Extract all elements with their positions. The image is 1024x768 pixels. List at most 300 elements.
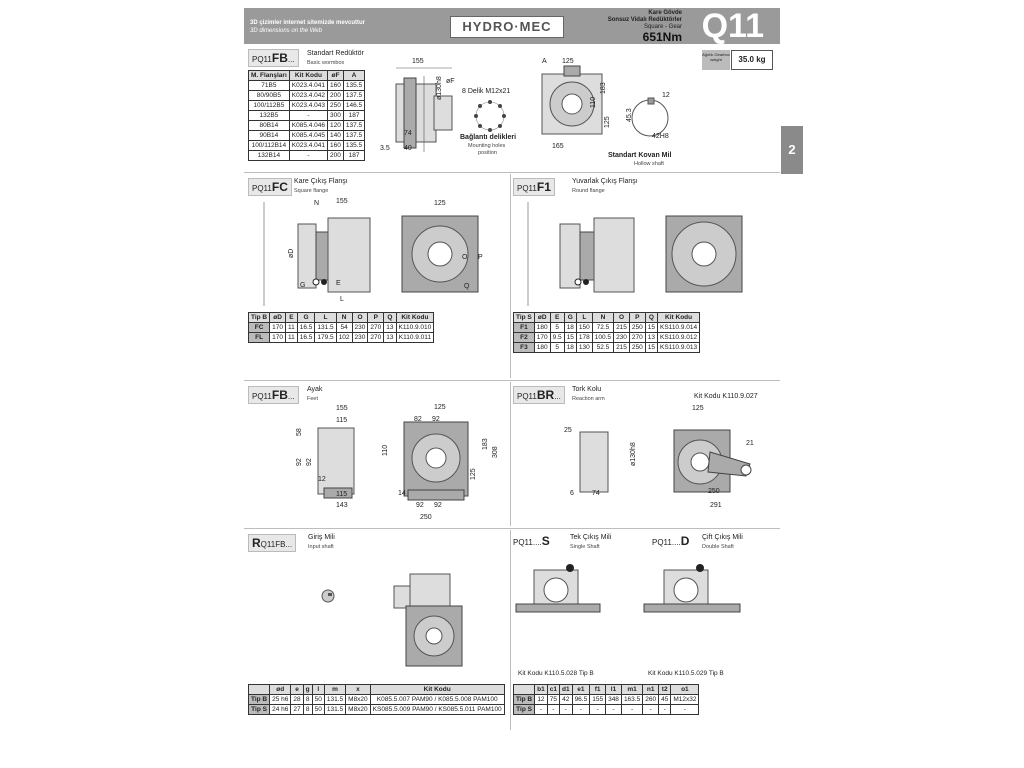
table-cell: 150 [576, 323, 592, 333]
table-cell: 42 [559, 695, 572, 705]
table-cell: K085.4.046 [289, 121, 327, 131]
table-header: G [297, 313, 315, 323]
table-cell: K085.4.045 [289, 131, 327, 141]
feet-dim-12: 12 [318, 476, 326, 483]
table-row [249, 695, 505, 705]
table-cell: 146.5 [343, 101, 364, 111]
table-cell: 170 [270, 333, 286, 343]
table-header: t2 [659, 685, 671, 695]
table-cell: 187 [343, 151, 364, 161]
r-title-tr: Giriş Mili [308, 534, 335, 541]
table-cell: - [559, 705, 572, 715]
table-cell: 25 h6 [270, 695, 291, 705]
br-drawings [570, 412, 770, 516]
table-cell: F1 [514, 323, 535, 333]
r-code-badge: RQ11FB... [248, 534, 296, 552]
divider-v-3 [510, 530, 511, 730]
table-cell: 180 [534, 343, 550, 353]
table-cell: - [606, 705, 622, 715]
table-header: øD [534, 313, 550, 323]
table-header: Tip S [514, 313, 535, 323]
fb-dim-74: 74 [404, 130, 412, 137]
table-cell: 18 [564, 343, 576, 353]
fc-dim-E: E [336, 280, 341, 287]
table-cell: 135.5 [343, 141, 364, 151]
table-cell: M12x32 [671, 695, 699, 705]
table-cell: 8 [303, 705, 312, 715]
table-cell: 75 [547, 695, 559, 705]
web-note-en: 3D dimensions on the Web [250, 28, 322, 34]
table-cell: 15 [645, 323, 657, 333]
table-header: g [303, 685, 312, 695]
feet-title-en: Feet [307, 396, 319, 402]
table-row [249, 91, 365, 101]
table-cell: K023.4.043 [289, 101, 327, 111]
table-cell: 155 [590, 695, 606, 705]
fb-flange-table [248, 70, 365, 161]
table-header [249, 685, 270, 695]
table-cell: F3 [514, 343, 535, 353]
table-cell: 187 [343, 111, 364, 121]
table-header: Kit Kodu [396, 313, 434, 323]
table-cell: 72.5 [592, 323, 613, 333]
br-dim-291: 291 [710, 502, 722, 509]
header-bar [244, 8, 780, 44]
fb-dim-155: 155 [412, 58, 424, 65]
feet-dim-92d: 92 [416, 502, 424, 509]
table-cell: - [643, 705, 659, 715]
mount-title-tr: Bağlantı delikleri [460, 134, 517, 141]
s-code: PQ11....S [513, 534, 550, 548]
section-f1-title [513, 178, 555, 196]
table-cell: 100.5 [592, 333, 613, 343]
table-cell: 27 [291, 705, 303, 715]
table-cell: 102 [336, 333, 352, 343]
table-cell: 270 [629, 333, 645, 343]
section-feet-title [248, 386, 299, 404]
fc-table [248, 312, 434, 343]
feet-dim-308: 308 [492, 446, 499, 458]
table-cell: - [535, 705, 548, 715]
feet-dim-115b: 115 [336, 491, 348, 498]
table-header [514, 685, 535, 695]
fc-dim-G: G [300, 282, 306, 289]
table-header: d1 [559, 685, 572, 695]
table-cell: - [621, 705, 642, 715]
table-header: o1 [671, 685, 699, 695]
table-header: b1 [535, 685, 548, 695]
fc-drawings [262, 196, 510, 310]
table-cell: 300 [328, 111, 344, 121]
table-cell: 163.5 [621, 695, 642, 705]
table-header: G [564, 313, 576, 323]
table-cell: 137.5 [343, 131, 364, 141]
fc-dim-L: L [340, 296, 344, 303]
table-cell: - [659, 705, 671, 715]
table-cell: 200 [328, 151, 344, 161]
divider-1 [244, 172, 780, 173]
table-cell: - [671, 705, 699, 715]
s-kit: Kit Kodu K110.5.028 Tip B [518, 670, 594, 677]
table-row [514, 343, 700, 353]
table-cell: 11 [286, 333, 298, 343]
table-cell: 5 [550, 323, 564, 333]
table-cell: 50 [312, 695, 324, 705]
br-dim-74: 74 [592, 490, 600, 497]
table-cell: 131.5 [324, 705, 345, 715]
table-cell: Tip S [514, 705, 535, 715]
table-header: l1 [606, 685, 622, 695]
table-cell: 13 [384, 333, 396, 343]
divider-v-2 [510, 382, 511, 526]
fb-dim-F: øF [446, 78, 455, 85]
table-header: øD [270, 313, 286, 323]
table-cell: KS110.9.013 [658, 343, 700, 353]
table-header: L [315, 313, 336, 323]
table-cell: 170 [534, 333, 550, 343]
feet-dim-110: 110 [382, 444, 389, 456]
table-cell: 160 [328, 141, 344, 151]
section-r-title [248, 534, 296, 552]
divider-3 [244, 528, 780, 529]
table-cell: 250 [629, 343, 645, 353]
table-cell: 270 [368, 323, 384, 333]
table-row [249, 131, 365, 141]
table-row [514, 333, 700, 343]
table-cell: 12 [535, 695, 548, 705]
table-cell: 179.5 [315, 333, 336, 343]
table-row [249, 323, 434, 333]
fc-dim-D: øD [288, 248, 295, 258]
table-cell: 52.5 [592, 343, 613, 353]
table-cell: 132B5 [249, 111, 290, 121]
mount-title: 8 Delik M12x21 [462, 88, 511, 95]
feet-dim-92c: 92 [432, 416, 440, 423]
table-cell: 200 [328, 91, 344, 101]
section-d-title [652, 534, 689, 548]
table-header: Kit Kodu [370, 685, 504, 695]
table-cell: 180 [534, 323, 550, 333]
table-header: Q [384, 313, 396, 323]
table-cell: 15 [645, 343, 657, 353]
table-cell: 80/90B5 [249, 91, 290, 101]
hs-dim-42: 42H8 [652, 133, 669, 140]
table-cell: 100/112B5 [249, 101, 290, 111]
brand-logo: HYDRO·MEC [450, 16, 564, 38]
table-header: L [576, 313, 592, 323]
feet-dim-92b: 92 [306, 458, 313, 466]
table-cell: 50 [312, 705, 324, 715]
table-cell: 28 [291, 695, 303, 705]
table-header: N [336, 313, 352, 323]
r-table [248, 684, 505, 715]
table-row [249, 141, 365, 151]
table-row [514, 705, 699, 715]
section-fc-title [248, 178, 292, 196]
table-header: P [368, 313, 384, 323]
table-cell: 215 [614, 323, 630, 333]
f1-code-badge: PQ11F1 [513, 178, 555, 196]
fb-dim-110: 110 [590, 96, 597, 108]
table-cell: KS085.5.009 PAM90 / KS085.5.011 PAM100 [370, 705, 504, 715]
feet-dim-92a: 92 [296, 458, 303, 466]
f1-drawings [526, 196, 776, 310]
f1-title-en: Round flange [572, 188, 605, 194]
table-row [249, 705, 505, 715]
table-header: Tip B [249, 313, 270, 323]
fb-dim-125: 125 [562, 58, 574, 65]
table-cell: 230 [614, 333, 630, 343]
table-cell: 13 [645, 333, 657, 343]
br-dim-6: 6 [570, 490, 574, 497]
table-header: N [592, 313, 613, 323]
feet-dim-82: 82 [414, 416, 422, 423]
f1-title-tr: Yuvarlak Çıkış Flanşı [572, 178, 638, 185]
fc-dim-Q: Q [464, 283, 470, 290]
table-cell: 45 [659, 695, 671, 705]
section-s-title [513, 534, 550, 548]
br-dim-25: 25 [564, 427, 572, 434]
fc-dim-N: N [314, 200, 320, 207]
br-title-tr: Tork Kolu [572, 386, 602, 393]
table-cell: 80B14 [249, 121, 290, 131]
feet-dim-155: 155 [336, 405, 348, 412]
table-cell: K023.4.041 [289, 81, 327, 91]
table-row [514, 323, 700, 333]
feet-dim-115: 115 [336, 417, 348, 424]
table-header: O [614, 313, 630, 323]
d-code: PQ11....D [652, 534, 690, 548]
fc-dim-O: O [462, 254, 468, 261]
r-title-en: Input shaft [308, 544, 334, 550]
fc-dim-155: 155 [336, 198, 348, 205]
table-cell: K110.9.010 [396, 323, 434, 333]
table-cell: Tip S [249, 705, 270, 715]
table-cell: 270 [368, 333, 384, 343]
table-cell: 13 [384, 323, 396, 333]
fb-dim-130: ø130h8 [436, 76, 443, 100]
table-header: l [312, 685, 324, 695]
table-cell: 135.5 [343, 81, 364, 91]
d-kit: Kit Kodu K110.5.029 Tip B [648, 670, 724, 677]
fb-dim-3.5: 3.5 [380, 145, 390, 152]
table-cell: 178 [576, 333, 592, 343]
fc-title-tr: Kare Çıkış Flanşı [294, 178, 348, 185]
r-drawings [310, 560, 510, 678]
feet-dim-183: 183 [482, 438, 489, 450]
table-header: c1 [547, 685, 559, 695]
table-cell: 24 h6 [270, 705, 291, 715]
table-cell: KS110.9.012 [658, 333, 700, 343]
hollow-title-tr: Standart Kovan Mil [608, 152, 672, 159]
fc-dim-P: P [478, 254, 483, 261]
table-row [249, 121, 365, 131]
hs-dim-12: 12 [662, 92, 670, 99]
table-header: e1 [572, 685, 590, 695]
table-header: O [352, 313, 368, 323]
d-title-en: Double Shaft [702, 544, 734, 550]
fb-front-drawing [528, 62, 618, 158]
page-tab[interactable]: 2 [781, 126, 803, 174]
feet-dim-143: 143 [336, 502, 348, 509]
table-cell: FL [249, 333, 270, 343]
fb-title-tr: Standart Redüktör [307, 50, 364, 57]
fb-dim-A: A [542, 58, 547, 65]
table-header: A [343, 71, 364, 81]
s-title-en: Single Shaft [570, 544, 600, 550]
table-cell: 11 [286, 323, 298, 333]
table-header: f1 [590, 685, 606, 695]
weight-value: 35.0 kg [731, 50, 773, 70]
hs-dim-45.3: 45.3 [626, 108, 633, 122]
table-cell: K085.5.007 PAM90 / K085.5.008 PAM100 [370, 695, 504, 705]
table-header: E [550, 313, 564, 323]
hollow-title-en: Hollow shaft [634, 161, 664, 167]
table-cell: 5 [550, 343, 564, 353]
table-header: ød [270, 685, 291, 695]
table-cell: 131.5 [315, 323, 336, 333]
table-cell: 230 [352, 333, 368, 343]
table-cell: 54 [336, 323, 352, 333]
feet-dim-125b: 125 [470, 468, 477, 480]
table-cell: K110.9.011 [396, 333, 434, 343]
table-cell: 120 [328, 121, 344, 131]
br-kit: Kit Kodu K110.9.027 [694, 393, 758, 400]
table-cell: 130 [576, 343, 592, 353]
table-header: x [346, 685, 371, 695]
table-cell: 71B5 [249, 81, 290, 91]
weight-label: Ağırlık Gearbox weight [702, 50, 730, 70]
br-code-badge: PQ11BR... [513, 386, 565, 404]
sd-drawings [514, 560, 778, 656]
fb-dim-125b: 125 [604, 116, 611, 128]
table-header: n1 [643, 685, 659, 695]
fb-dim-40: 40 [404, 145, 412, 152]
table-cell: 8 [303, 695, 312, 705]
table-cell: 16.5 [297, 333, 315, 343]
br-dim-130: ø130h8 [630, 442, 637, 466]
feet-dim-125: 125 [434, 404, 446, 411]
table-cell: 16.5 [297, 323, 315, 333]
table-header: Kit Kodu [289, 71, 327, 81]
divider-v-1 [510, 174, 511, 378]
d-title-tr: Çift Çıkış Mili [702, 534, 743, 541]
model-title: Q11 [701, 7, 764, 45]
table-row [249, 111, 365, 121]
table-cell: 18 [564, 323, 576, 333]
table-row [249, 81, 365, 91]
table-cell: - [590, 705, 606, 715]
feet-dim-92e: 92 [434, 502, 442, 509]
feet-title-tr: Ayak [307, 386, 323, 393]
title-tr-1: Kare Gövde [648, 10, 682, 16]
table-row [249, 151, 365, 161]
fc-code-badge: PQ11FC [248, 178, 292, 196]
table-cell: 100/112B14 [249, 141, 290, 151]
feet-drawings [300, 404, 500, 522]
table-cell: 96.5 [572, 695, 590, 705]
fb-code-badge: PQ11FB... [248, 49, 299, 67]
table-cell: - [572, 705, 590, 715]
table-cell: 250 [328, 101, 344, 111]
divider-2 [244, 380, 780, 381]
table-row [514, 695, 699, 705]
table-cell: 131.5 [324, 695, 345, 705]
table-cell: - [289, 151, 327, 161]
table-cell: 348 [606, 695, 622, 705]
feet-dim-58: 58 [296, 428, 303, 436]
feet-dim-14: 14 [398, 490, 406, 497]
table-cell: FC [249, 323, 270, 333]
table-cell: 230 [352, 323, 368, 333]
table-cell: 250 [629, 323, 645, 333]
table-cell: 260 [643, 695, 659, 705]
table-header: Q [645, 313, 657, 323]
fc-title-en: Square flange [294, 188, 329, 194]
table-cell: K023.4.041 [289, 141, 327, 151]
shaft-table [513, 684, 699, 715]
table-cell: K023.4.042 [289, 91, 327, 101]
br-title-en: Reaction arm [572, 396, 605, 402]
table-cell: 9.5 [550, 333, 564, 343]
f1-table [513, 312, 700, 353]
table-cell: 15 [564, 333, 576, 343]
table-row [249, 333, 434, 343]
table-cell: 215 [614, 343, 630, 353]
table-header: P [629, 313, 645, 323]
table-header: Kit Kodu [658, 313, 700, 323]
table-cell: 137.5 [343, 121, 364, 131]
table-header: M. Flanşları [249, 71, 290, 81]
table-cell: 140 [328, 131, 344, 141]
mount-title-en2: position [478, 150, 497, 156]
fc-dim-125: 125 [434, 200, 446, 207]
table-header: m [324, 685, 345, 695]
table-cell: 160 [328, 81, 344, 91]
table-cell: 90B14 [249, 131, 290, 141]
table-cell: Tip B [514, 695, 535, 705]
web-note-tr: 3D çizimler internet sitemizde mevcuttur [250, 20, 366, 26]
table-row [249, 101, 365, 111]
table-cell: M8x20 [346, 695, 371, 705]
table-cell: 132B14 [249, 151, 290, 161]
feet-code-badge: PQ11FB... [248, 386, 299, 404]
table-cell: 170 [270, 323, 286, 333]
table-cell: M8x20 [346, 705, 371, 715]
table-cell: - [547, 705, 559, 715]
table-header: øF [328, 71, 344, 81]
fb-dim-165: 165 [552, 143, 564, 150]
section-fb-title [248, 49, 299, 67]
br-dim-21: 21 [746, 440, 754, 447]
table-header: E [286, 313, 298, 323]
table-cell: KS110.9.014 [658, 323, 700, 333]
table-cell: F2 [514, 333, 535, 343]
table-cell: Tip B [249, 695, 270, 705]
fb-title-en: Basic wormbox [307, 60, 345, 66]
title-tr-2: Sonsuz Vidalı Redüktörler [607, 17, 682, 23]
s-title-tr: Tek Çıkış Mili [570, 534, 612, 541]
table-header: m1 [621, 685, 642, 695]
feet-dim-250: 250 [420, 514, 432, 521]
torque-value: 651Nm [642, 30, 682, 44]
table-header: e [291, 685, 303, 695]
title-en: Square - Gear [643, 24, 682, 30]
section-br-title [513, 386, 565, 404]
mount-title-en1: Mounting holes [468, 143, 506, 149]
mounting-holes-diagram [470, 96, 510, 136]
table-cell: - [289, 111, 327, 121]
